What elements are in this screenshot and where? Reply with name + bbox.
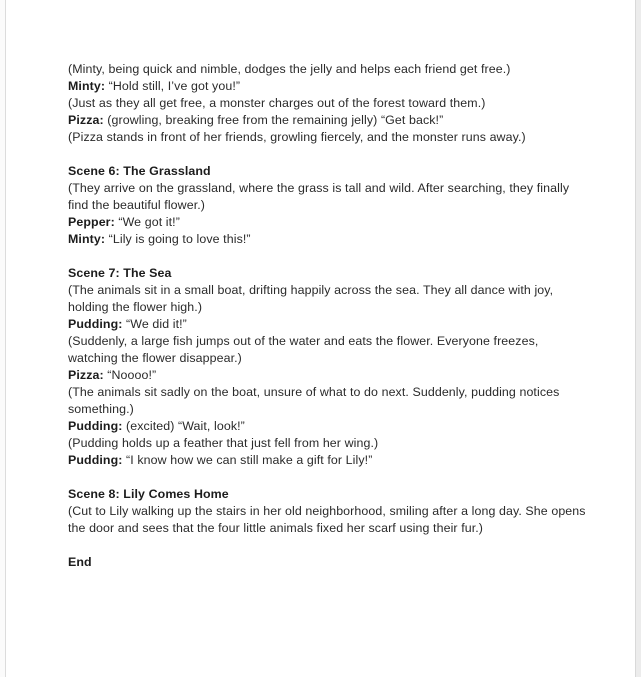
speaker-name: Pudding: bbox=[68, 419, 123, 433]
script-line: find the beautiful flower.) bbox=[68, 198, 206, 212]
speaker-name: Minty: bbox=[68, 232, 106, 246]
script-block bbox=[68, 61, 584, 146]
speaker-name: Minty: bbox=[68, 79, 106, 93]
script-line: (Cut to Lily walking up the stairs in her old neighborhood, smiling after a long day. She opens bbox=[68, 504, 586, 518]
script-line: (Minty, being quick and nimble, dodges the jelly and helps each friend get free.) bbox=[68, 62, 511, 76]
script-line: (Pudding holds up a feather that just fell from her wing.) bbox=[68, 436, 379, 450]
script-block bbox=[68, 163, 584, 248]
script-line: watching the flower disappear.) bbox=[68, 351, 242, 365]
scene-heading bbox=[68, 486, 584, 503]
script-line: Minty: “Lily is going to love this!” bbox=[68, 232, 251, 246]
scene-heading-text: Scene 6: The Grassland bbox=[68, 164, 211, 178]
speaker-name: Pudding: bbox=[68, 317, 123, 331]
script-line: (Just as they all get free, a monster charges out of the forest toward them.) bbox=[68, 96, 486, 110]
document-page bbox=[5, 0, 636, 677]
script-text bbox=[68, 61, 584, 571]
script-line: the door and sees that the four little animals fixed her scarf using their fur.) bbox=[68, 521, 484, 535]
script-line: Pepper: “We got it!” bbox=[68, 215, 180, 229]
script-line: holding the flower high.) bbox=[68, 300, 203, 314]
script-line: Pudding: “We did it!” bbox=[68, 317, 187, 331]
scene-heading bbox=[68, 163, 584, 180]
script-line: Pudding: “I know how we can still make a gift for Lily!” bbox=[68, 453, 373, 467]
script-line: (Suddenly, a large fish jumps out of the water and eats the flower. Everyone freezes, bbox=[68, 334, 539, 348]
script-line: (Pizza stands in front of her friends, growling fiercely, and the monster runs away.) bbox=[68, 130, 526, 144]
scene-heading-text: Scene 8: Lily Comes Home bbox=[68, 487, 229, 501]
speaker-name: Pepper: bbox=[68, 215, 115, 229]
script-line: (The animals sit in a small boat, drifting happily across the sea. They all dance with joy, bbox=[68, 283, 554, 297]
script-line: (The animals sit sadly on the boat, unsure of what to do next. Suddenly, pudding notices bbox=[68, 385, 560, 399]
script-line: Minty: “Hold still, I’ve got you!” bbox=[68, 79, 241, 93]
scene-heading-text: Scene 7: The Sea bbox=[68, 266, 172, 280]
scene-heading bbox=[68, 554, 584, 571]
script-line: Pizza: “Noooo!” bbox=[68, 368, 157, 382]
speaker-name: Pizza: bbox=[68, 113, 104, 127]
script-line: Pudding: (excited) “Wait, look!” bbox=[68, 419, 245, 433]
scene-heading bbox=[68, 265, 584, 282]
speaker-name: Pizza: bbox=[68, 368, 104, 382]
script-line: Pizza: (growling, breaking free from the remaining jelly) “Get back!” bbox=[68, 113, 444, 127]
script-block bbox=[68, 486, 584, 537]
speaker-name: Pudding: bbox=[68, 453, 123, 467]
scene-heading-text: End bbox=[68, 555, 92, 569]
script-block bbox=[68, 554, 584, 571]
script-line: something.) bbox=[68, 402, 134, 416]
script-line: (They arrive on the grassland, where the grass is tall and wild. After searching, they finally bbox=[68, 181, 570, 195]
script-block bbox=[68, 265, 584, 469]
